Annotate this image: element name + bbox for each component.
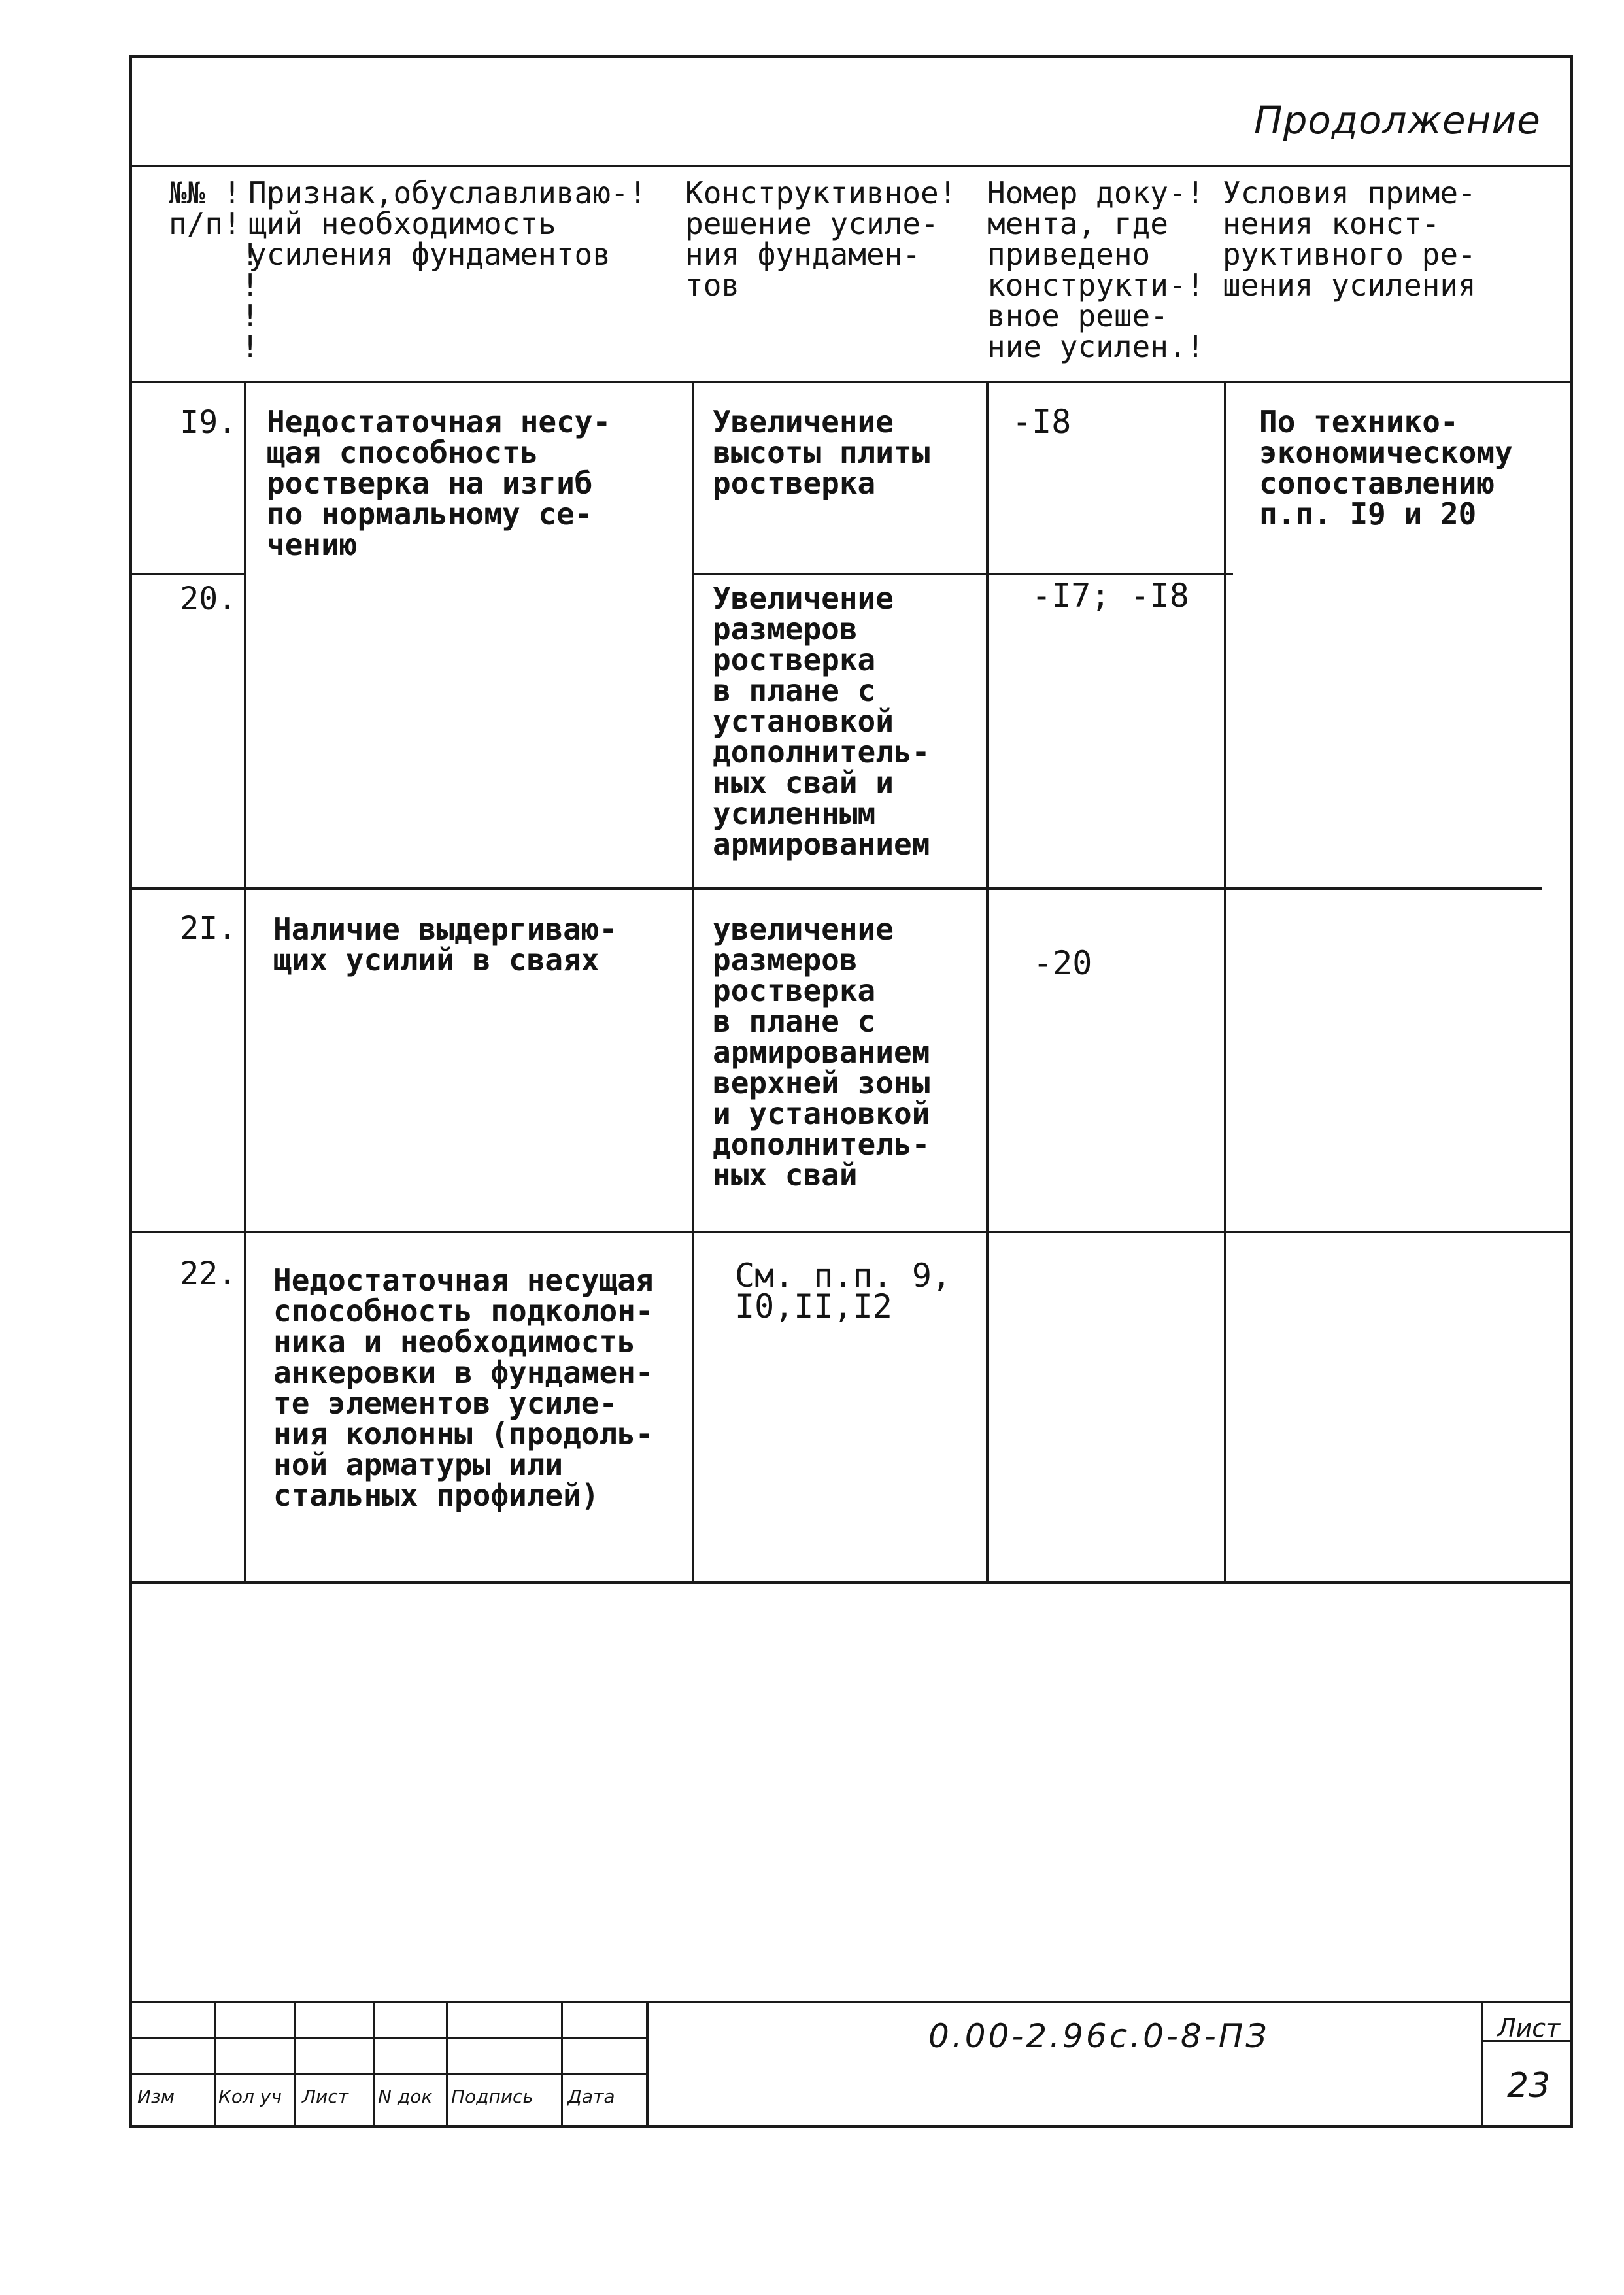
row-19-solution-rule	[694, 573, 1233, 575]
col-divider-2	[692, 381, 694, 1582]
col-divider-3	[986, 381, 989, 1582]
row-22-solution: См. п.п. 9, I0,II,I2	[735, 1257, 952, 1325]
col-divider-1	[244, 381, 246, 1582]
stamp-top-rule	[129, 2001, 646, 2003]
header-col-sign: Признак,обуславливаю-! щий необходимость усиления фундаментов	[248, 175, 647, 272]
header-col-document: Номер доку-! мента, где приведено конструкти-! вное реше- ние усилен.!	[987, 175, 1205, 364]
row-20-solution: Увеличение размеров ростверка в плане с установкой дополнитель- ных свай и усиленным армированием	[713, 581, 930, 862]
row-22-sign: Недостаточная несущая способность подколон- ника и необходимость анкеровки в фундамен- те элементов усиле- ния колонны (продоль- ной арматуры или стальных профилей)	[273, 1263, 654, 1513]
row-19-document: -I8	[1012, 403, 1072, 441]
header-col-conditions: Условия приме- нения конст- руктивного ре- шения усиления	[1223, 175, 1476, 303]
table-top-rule	[129, 165, 1573, 167]
row-19-sign: Недостаточная несу- щая способность ростверка на изгиб по нормальному се- чению	[267, 404, 611, 562]
row-19-solution: Увеличение высоты плиты ростверка	[713, 404, 930, 501]
row-20-number: 20.	[180, 581, 237, 617]
stamp-label-sheet: Лист	[302, 2086, 348, 2107]
document-code: 0.00-2.96с.0-8-ПЗ	[928, 2017, 1270, 2055]
row-21-solution: увеличение размеров ростверка в плане с армированием верхней зоны и установкой дополнитель- ных свай	[713, 911, 930, 1193]
row-19-number: I9.	[180, 404, 237, 441]
sheet-label: Лист	[1497, 2014, 1561, 2043]
row-20-bottom-rule	[129, 887, 1542, 890]
col-divider-4	[1224, 381, 1226, 1582]
row-20-document: -I7; -I8	[1032, 577, 1189, 615]
row-21-sign: Наличие выдергиваю- щих усилий в сваях	[273, 911, 618, 978]
row-21-number: 2I.	[180, 910, 237, 947]
stamp-col-6	[646, 2001, 649, 2125]
header-col-number: №№ ! п/п! ! ! ! !	[169, 175, 260, 364]
sheet-number: 23	[1507, 2066, 1551, 2105]
stamp-col-5	[561, 2001, 563, 2125]
stamp-col-2	[294, 2001, 296, 2125]
stamp-col-4	[446, 2001, 448, 2125]
row-21-bottom-rule	[129, 1231, 1573, 1233]
stamp-top-rule-right	[646, 2001, 1573, 2003]
continuation-label: Продолжение	[1254, 98, 1541, 143]
row-19-conditions: По технико- экономическому сопоставлению п.п. I9 и 20	[1259, 404, 1513, 532]
header-bottom-rule	[129, 381, 1573, 383]
stamp-row-rule-2	[129, 2073, 646, 2075]
stamp-sheet-divider	[1481, 2001, 1483, 2125]
stamp-row-rule-1	[129, 2037, 646, 2039]
stamp-label-quantity: Кол уч	[218, 2086, 282, 2107]
stamp-label-change: Изм	[137, 2086, 175, 2107]
stamp-label-signature: Подпись	[451, 2086, 533, 2107]
stamp-col-1	[214, 2001, 216, 2125]
stamp-label-doc-number: N док	[378, 2086, 433, 2107]
table-bottom-rule	[129, 1581, 1573, 1584]
header-col-solution: Конструктивное! решение усиле- ния фундамен- тов	[685, 175, 957, 303]
stamp-label-date: Дата	[567, 2086, 615, 2107]
row-22-number: 22.	[180, 1255, 237, 1292]
row-19-bottom-rule	[129, 573, 244, 575]
stamp-col-3	[373, 2001, 375, 2125]
row-21-document: -20	[1033, 944, 1092, 982]
